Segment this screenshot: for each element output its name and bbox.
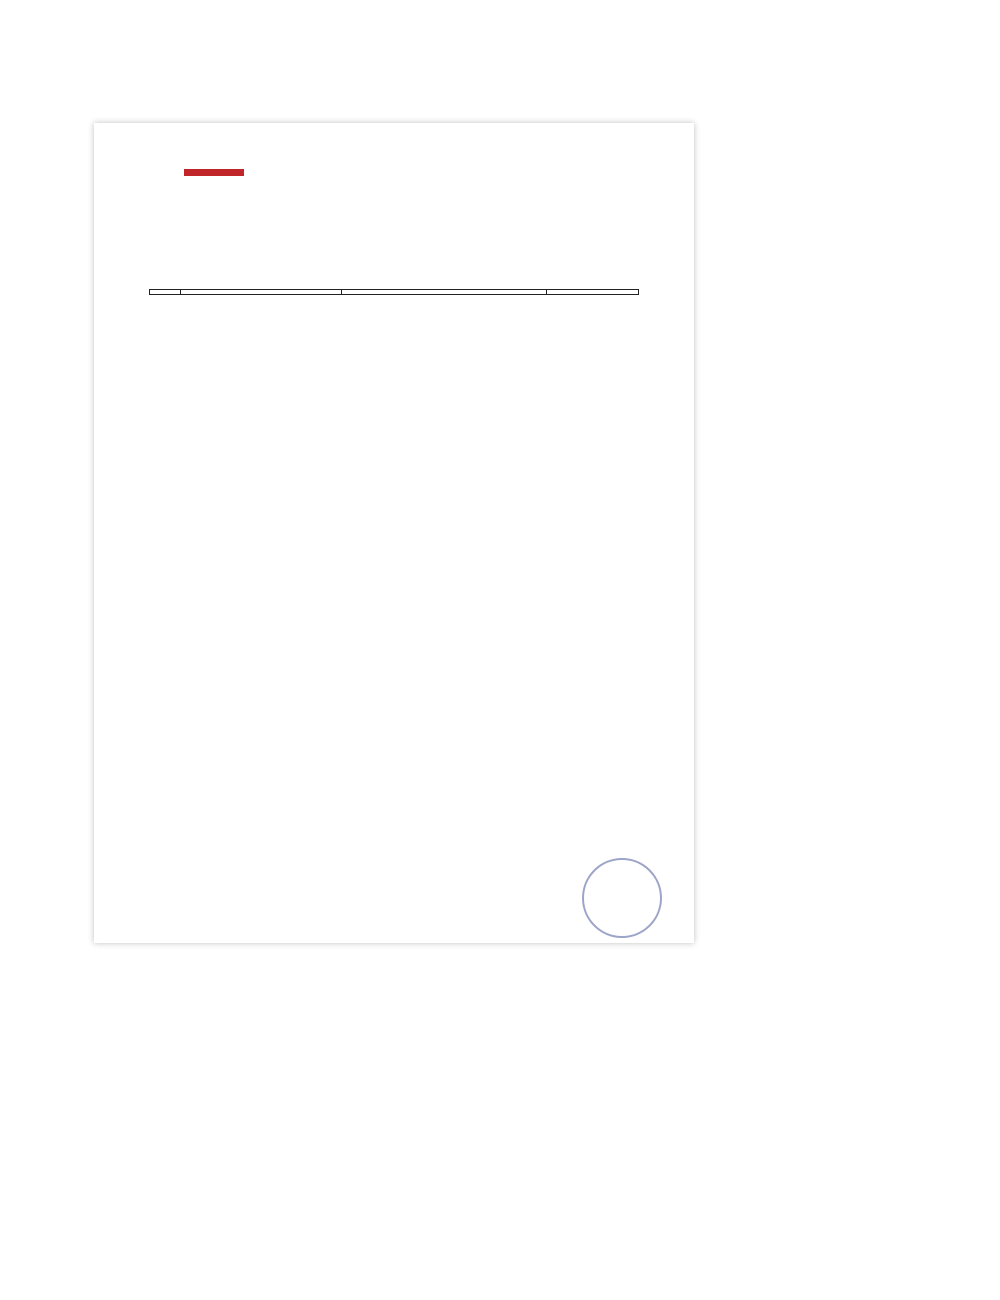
col-no (150, 290, 181, 295)
col-standard (342, 290, 547, 295)
conclusion-table (149, 289, 639, 295)
main-report-page (94, 123, 694, 943)
col-sample (181, 290, 342, 295)
company-stamp (582, 858, 662, 938)
ctt-logo (128, 163, 268, 243)
col-conclusion (547, 290, 639, 295)
